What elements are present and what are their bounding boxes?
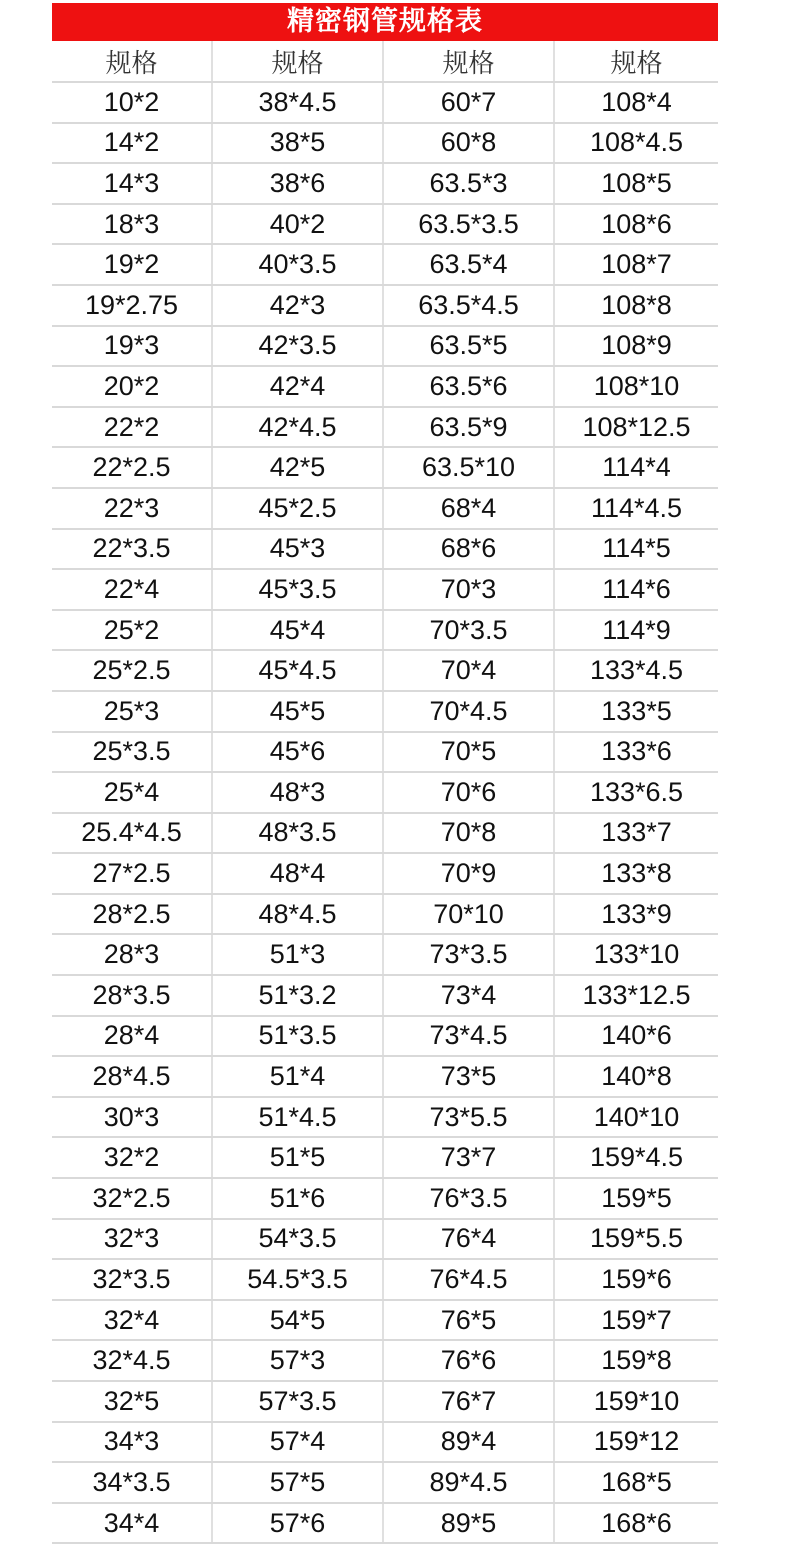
table-row [52,813,718,854]
table-cell: 48*4 [212,853,383,894]
table-cell: 38*4.5 [212,82,383,123]
table-cell: 32*2 [52,1137,212,1178]
table-cell: 14*3 [52,163,212,204]
table-cell: 48*3.5 [212,813,383,854]
table-cell: 22*3 [52,488,212,529]
table-cell: 20*2 [52,366,212,407]
table-cell: 159*12 [554,1422,718,1463]
table-cell: 19*2 [52,244,212,285]
table-cell: 114*6 [554,569,718,610]
table-cell: 34*3.5 [52,1462,212,1503]
table-cell: 54*3.5 [212,1219,383,1260]
table-cell: 45*3.5 [212,569,383,610]
table-row [52,1056,718,1097]
table-cell: 51*3.2 [212,975,383,1016]
table-row [52,1219,718,1260]
table-row [52,610,718,651]
table-cell: 159*5 [554,1178,718,1219]
column-header: 规格 [554,41,718,82]
table-row [52,1178,718,1219]
column-header: 规格 [383,41,554,82]
table-cell: 108*9 [554,326,718,367]
table-cell: 133*6 [554,732,718,773]
table-cell: 42*3.5 [212,326,383,367]
table-cell: 73*3.5 [383,934,554,975]
table-cell: 159*8 [554,1340,718,1381]
table-cell: 114*4.5 [554,488,718,529]
table-cell: 57*6 [212,1503,383,1544]
table-cell: 51*5 [212,1137,383,1178]
table-cell: 30*3 [52,1097,212,1138]
table-row [52,1259,718,1300]
table-cell: 108*4.5 [554,123,718,164]
table-cell: 51*4.5 [212,1097,383,1138]
table-cell: 25*4 [52,772,212,813]
table-cell: 42*5 [212,447,383,488]
table-cell: 28*3 [52,934,212,975]
table-cell: 22*2 [52,407,212,448]
table-cell: 38*6 [212,163,383,204]
table-row [52,1340,718,1381]
table-cell: 73*5.5 [383,1097,554,1138]
table-cell: 28*2.5 [52,894,212,935]
table-cell: 89*4 [383,1422,554,1463]
table-cell: 63.5*3 [383,163,554,204]
table-row [52,650,718,691]
table-cell: 168*5 [554,1462,718,1503]
table-title: 精密钢管规格表 [52,3,718,41]
table-cell: 45*3 [212,529,383,570]
table-cell: 108*10 [554,366,718,407]
table-cell: 32*4 [52,1300,212,1341]
header-row [52,41,718,82]
table-cell: 63.5*6 [383,366,554,407]
table-cell: 57*3 [212,1340,383,1381]
table-cell: 63.5*4 [383,244,554,285]
table-cell: 73*4 [383,975,554,1016]
table-row [52,123,718,164]
table-cell: 63.5*9 [383,407,554,448]
table-cell: 114*4 [554,447,718,488]
table-cell: 14*2 [52,123,212,164]
table-cell: 45*6 [212,732,383,773]
table-cell: 25*2 [52,610,212,651]
table-row [52,447,718,488]
table-cell: 51*3.5 [212,1016,383,1057]
table-cell: 70*8 [383,813,554,854]
column-header: 规格 [212,41,383,82]
table-cell: 108*6 [554,204,718,245]
table-row [52,326,718,367]
table-cell: 76*5 [383,1300,554,1341]
table-row [52,1462,718,1503]
table-cell: 70*3.5 [383,610,554,651]
table-cell: 89*4.5 [383,1462,554,1503]
table-cell: 76*6 [383,1340,554,1381]
table-cell: 133*8 [554,853,718,894]
table-cell: 25.4*4.5 [52,813,212,854]
table-cell: 60*8 [383,123,554,164]
table-cell: 76*4.5 [383,1259,554,1300]
table-cell: 108*5 [554,163,718,204]
table-body [52,82,718,1543]
table-cell: 133*4.5 [554,650,718,691]
table-cell: 70*9 [383,853,554,894]
table-cell: 70*4 [383,650,554,691]
table-cell: 70*3 [383,569,554,610]
table-cell: 159*5.5 [554,1219,718,1260]
table-cell: 73*7 [383,1137,554,1178]
table-cell: 70*10 [383,894,554,935]
table-cell: 22*2.5 [52,447,212,488]
table-cell: 76*4 [383,1219,554,1260]
table-row [52,244,718,285]
table-row [52,569,718,610]
spec-sheet [52,3,718,1544]
table-row [52,732,718,773]
table-cell: 159*10 [554,1381,718,1422]
table-cell: 70*4.5 [383,691,554,732]
table-cell: 63.5*4.5 [383,285,554,326]
table-cell: 22*4 [52,569,212,610]
table-cell: 40*2 [212,204,383,245]
table-cell: 140*8 [554,1056,718,1097]
table-cell: 32*5 [52,1381,212,1422]
table-cell: 133*12.5 [554,975,718,1016]
table-cell: 54.5*3.5 [212,1259,383,1300]
table-cell: 108*4 [554,82,718,123]
table-row [52,407,718,448]
table-cell: 19*2.75 [52,285,212,326]
table-cell: 38*5 [212,123,383,164]
table-cell: 57*3.5 [212,1381,383,1422]
table-cell: 18*3 [52,204,212,245]
table-row [52,894,718,935]
table-row [52,934,718,975]
table-row [52,1016,718,1057]
table-cell: 25*2.5 [52,650,212,691]
table-cell: 45*2.5 [212,488,383,529]
table-row [52,1381,718,1422]
table-cell: 133*7 [554,813,718,854]
table-cell: 133*9 [554,894,718,935]
table-cell: 32*4.5 [52,1340,212,1381]
table-row [52,204,718,245]
table-cell: 89*5 [383,1503,554,1544]
table-row [52,488,718,529]
table-cell: 34*3 [52,1422,212,1463]
table-row [52,1422,718,1463]
table-cell: 60*7 [383,82,554,123]
table-row [52,1137,718,1178]
table-row [52,82,718,123]
table-cell: 28*4 [52,1016,212,1057]
table-cell: 73*4.5 [383,1016,554,1057]
table-cell: 51*6 [212,1178,383,1219]
table-cell: 45*5 [212,691,383,732]
table-row [52,529,718,570]
table-cell: 51*3 [212,934,383,975]
table-cell: 63.5*3.5 [383,204,554,245]
table-cell: 159*6 [554,1259,718,1300]
table-cell: 42*4.5 [212,407,383,448]
table-cell: 114*9 [554,610,718,651]
table-cell: 22*3.5 [52,529,212,570]
table-cell: 70*5 [383,732,554,773]
table-cell: 51*4 [212,1056,383,1097]
table-cell: 25*3 [52,691,212,732]
table-cell: 45*4.5 [212,650,383,691]
table-cell: 159*4.5 [554,1137,718,1178]
table-cell: 140*10 [554,1097,718,1138]
table-cell: 19*3 [52,326,212,367]
table-cell: 68*6 [383,529,554,570]
table-cell: 25*3.5 [52,732,212,773]
table-cell: 133*6.5 [554,772,718,813]
table-cell: 63.5*10 [383,447,554,488]
column-header: 规格 [52,41,212,82]
table-cell: 70*6 [383,772,554,813]
table-row [52,1097,718,1138]
table-cell: 28*4.5 [52,1056,212,1097]
table-cell: 108*8 [554,285,718,326]
table-cell: 32*3.5 [52,1259,212,1300]
table-cell: 57*5 [212,1462,383,1503]
table-cell: 133*5 [554,691,718,732]
table-cell: 133*10 [554,934,718,975]
table-row [52,285,718,326]
table-cell: 34*4 [52,1503,212,1544]
table-cell: 76*7 [383,1381,554,1422]
table-row [52,853,718,894]
table-cell: 114*5 [554,529,718,570]
table-cell: 159*7 [554,1300,718,1341]
table-row [52,1300,718,1341]
table-cell: 32*2.5 [52,1178,212,1219]
table-cell: 108*12.5 [554,407,718,448]
table-cell: 54*5 [212,1300,383,1341]
table-cell: 42*4 [212,366,383,407]
table-cell: 40*3.5 [212,244,383,285]
table-cell: 42*3 [212,285,383,326]
table-cell: 57*4 [212,1422,383,1463]
table-cell: 73*5 [383,1056,554,1097]
table-cell: 48*4.5 [212,894,383,935]
table-row [52,691,718,732]
table-cell: 45*4 [212,610,383,651]
table-row [52,366,718,407]
table-cell: 63.5*5 [383,326,554,367]
table-row [52,1503,718,1544]
table-row [52,772,718,813]
table-cell: 48*3 [212,772,383,813]
table-row [52,163,718,204]
table-cell: 140*6 [554,1016,718,1057]
table-cell: 10*2 [52,82,212,123]
table-cell: 68*4 [383,488,554,529]
table-cell: 28*3.5 [52,975,212,1016]
table-cell: 76*3.5 [383,1178,554,1219]
table-row [52,975,718,1016]
table-cell: 27*2.5 [52,853,212,894]
spec-table [52,41,718,1544]
table-cell: 168*6 [554,1503,718,1544]
table-cell: 108*7 [554,244,718,285]
table-cell: 32*3 [52,1219,212,1260]
